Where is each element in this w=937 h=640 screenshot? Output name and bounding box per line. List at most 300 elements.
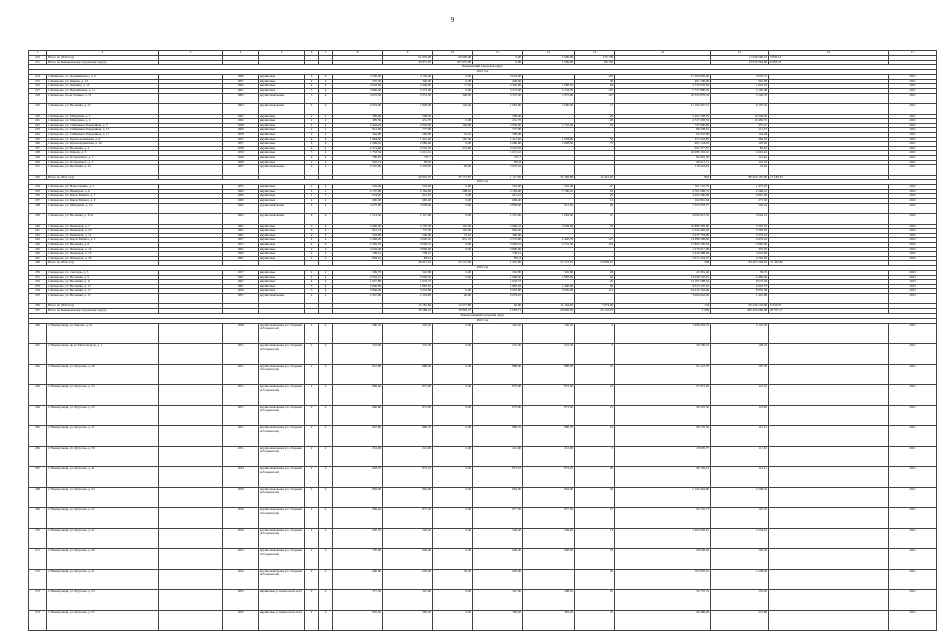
table-cell: 45 971,25 <box>383 60 433 65</box>
column-header: 16 <box>769 51 889 56</box>
table-cell: 29 <box>575 487 615 508</box>
table-cell: 1936 <box>223 508 259 529</box>
table-cell: 348,50 <box>433 93 473 104</box>
table-cell: 545,80 <box>383 270 433 275</box>
table-cell: г. Кемерово, пр-кт Ленина, д. 72 <box>47 93 159 104</box>
table-cell <box>159 323 223 344</box>
table-cell: 119 <box>575 242 615 247</box>
table-cell: 97 915,20 <box>615 385 711 406</box>
table-cell: 855,4 <box>473 256 523 261</box>
table-row <box>29 93 937 104</box>
table-cell: 1951 <box>223 385 259 406</box>
table-cell: 4 <box>305 280 319 285</box>
table-cell: крупнопанельные <box>259 165 305 176</box>
table-cell <box>159 610 223 631</box>
table-cell: 1960 <box>223 128 259 133</box>
table-cell: 3 295,02 <box>711 229 769 234</box>
table-cell: 74,10 <box>433 233 473 238</box>
table-cell: 3 105,50 <box>383 224 433 229</box>
table-cell: г. Кемерово, ул. Красноармейская, д. 8 <box>47 137 159 142</box>
table-cell: 4 <box>319 84 333 89</box>
table-cell: 1955 <box>223 610 259 631</box>
table-cell: 2 508,34 <box>711 487 769 508</box>
table-cell: 1 514,50 <box>333 214 383 225</box>
table-cell: крупнопанельные (со сборным ж/б каркасом) <box>259 569 305 590</box>
table-cell: 2 <box>319 185 333 190</box>
section-heading: 2021 год <box>29 318 937 323</box>
table-cell: Итого по 2021 году <box>47 175 159 180</box>
table-cell: 500,00 <box>383 233 433 238</box>
table-cell: 960,40 <box>333 385 383 406</box>
table-cell: 34 589,12 <box>383 308 433 313</box>
table-cell <box>769 569 889 590</box>
table-cell: 915,80 <box>333 364 383 385</box>
table-cell: 3 000,10 <box>383 242 433 247</box>
table-cell: 4 <box>319 75 333 80</box>
table-cell: 1957 <box>223 165 259 176</box>
table-cell: 4 <box>319 88 333 93</box>
table-cell: 1957 <box>223 270 259 275</box>
table-cell: 2 <box>305 160 319 165</box>
table-cell: 2021 <box>889 165 937 176</box>
table-cell: 1 063,90 <box>473 104 523 115</box>
table-cell: 2 <box>305 549 319 570</box>
table-cell: 20 <box>575 569 615 590</box>
table-cell: 383,20 <box>473 610 523 631</box>
table-cell: 228 <box>29 151 47 156</box>
table-cell: 2 <box>319 165 333 176</box>
table-cell: 98 776,50 <box>615 426 711 447</box>
table-cell <box>523 569 575 590</box>
table-cell: 2 <box>319 252 333 257</box>
table-cell: 3 <box>305 151 319 156</box>
table-cell: 3 866,40 <box>333 88 383 93</box>
table-cell: 690,00 <box>333 569 383 590</box>
table-cell: 831,70 <box>433 238 473 243</box>
table-cell: 2021 <box>889 426 937 447</box>
table-cell: 222 <box>29 123 47 128</box>
table-cell: 2021 <box>889 93 937 104</box>
table-cell: 2022 <box>889 256 937 261</box>
table-cell: 0,00 <box>433 247 473 252</box>
table-cell: 134 <box>615 304 711 309</box>
table-cell: 877,30 <box>523 508 575 529</box>
table-cell: 2021 <box>889 160 937 165</box>
table-cell: г. Новокузнецк, ул. Кутузова, д. 35 <box>47 405 159 426</box>
table-cell: 256 <box>29 304 47 309</box>
table-cell: 2021 <box>889 467 937 488</box>
table-cell: 3 671 224,37 <box>615 256 711 261</box>
column-header: 7 <box>319 51 333 56</box>
table-cell: 52 770,74 <box>615 590 711 611</box>
table-cell: 1962 <box>223 114 259 119</box>
table-cell: 118 433,94 <box>615 165 711 176</box>
table-cell: 2 <box>305 528 319 549</box>
table-cell: кирпичные <box>259 247 305 252</box>
table-cell: 3 840,40 <box>333 289 383 294</box>
table-cell: 516,40 <box>473 185 523 190</box>
table-cell: 98 149,14 <box>615 467 711 488</box>
table-cell: г. Новокузнецк, ул. Кутузова, д. 33 <box>47 385 159 406</box>
table-cell: 1961 <box>223 275 259 280</box>
table-cell: 25 715,60 <box>433 261 473 266</box>
table-cell: 2 <box>305 233 319 238</box>
table-cell: 3 469,00 <box>333 224 383 229</box>
table-cell: 23 172,45 <box>523 261 575 266</box>
table-cell: 84 481,50 <box>615 155 711 160</box>
table-cell: 3 475,00 <box>333 203 383 214</box>
table-cell: кирпичные <box>259 284 305 289</box>
table-cell: 1 688,50 <box>523 84 575 89</box>
table-cell: 767 835,10 <box>615 569 711 590</box>
table-cell <box>769 446 889 467</box>
table-cell: 302 377,67 <box>615 146 711 151</box>
table-cell: 3 930,00 <box>523 289 575 294</box>
table-cell: кирпичные <box>259 146 305 151</box>
table-cell: 1 276 617,06 <box>615 247 711 252</box>
table-cell: 4 004,00 <box>333 247 383 252</box>
table-cell: 0,00 <box>433 426 473 447</box>
table-cell: 2 960,10 <box>473 224 523 229</box>
table-cell: г. Кемерово, ул. Дарвина, д. 15 <box>47 84 159 89</box>
table-cell: 595,70 <box>333 528 383 549</box>
table-cell: 2023 <box>889 275 937 280</box>
table-cell: 2021 <box>889 569 937 590</box>
table-cell: 5 <box>575 344 615 365</box>
table-cell: 23 829,91 <box>575 261 615 266</box>
table-cell: 260 456 006,98 <box>711 308 769 313</box>
section-heading: Кемеровский городской округ <box>29 65 937 70</box>
column-header: 6 <box>305 51 319 56</box>
table-cell: 2 652,00 <box>333 84 383 89</box>
column-header: 10 <box>433 51 473 56</box>
table-cell: 1 064,00 <box>523 214 575 225</box>
table-cell: 570,30 <box>333 79 383 84</box>
table-cell: крупнопанельные <box>259 93 305 104</box>
table-cell: 231,30 <box>383 344 433 365</box>
table-cell: 2021 <box>889 549 937 570</box>
table-cell: 0,00 <box>433 487 473 508</box>
table-cell: 2 <box>319 426 333 447</box>
column-header: 9 <box>383 51 433 56</box>
table-cell: 10 <box>575 610 615 631</box>
table-cell: 4 <box>319 123 333 128</box>
table-cell: 2 <box>319 189 333 194</box>
table-cell: 549,20 <box>473 528 523 549</box>
table-cell: 8 613 110,16 <box>615 284 711 289</box>
table-cell: 94 176,73 <box>615 508 711 529</box>
table-cell: 545,80 <box>523 270 575 275</box>
table-cell: 224 <box>29 132 47 137</box>
table-cell: 11 164 207,15 <box>615 104 711 115</box>
table-cell: 648,40 <box>523 549 575 570</box>
table-cell: 1 972,90 <box>523 93 575 104</box>
table-cell: 4 <box>319 242 333 247</box>
table-cell: г. Кемерово, ул. Весенняя, д. 27 <box>47 104 159 115</box>
table-cell: г. Кемерово, ул. Кирова, д. 14 <box>47 79 159 84</box>
table-cell: 85,81 <box>711 146 769 151</box>
table-cell: 2022 <box>889 233 937 238</box>
table-cell: 864,90 <box>473 487 523 508</box>
table-cell: 6 252,07 <box>769 304 889 309</box>
table-cell: 621,10 <box>383 194 433 199</box>
table-cell: 1 722,40 <box>523 123 575 128</box>
table-cell: 2022 <box>889 242 937 247</box>
housing-register-table <box>28 50 937 631</box>
table-cell: 502,24 <box>711 203 769 214</box>
table-cell: 1958 <box>223 123 259 128</box>
table-cell: 873,00 <box>383 385 433 406</box>
table-row <box>29 203 937 214</box>
table-cell: 55,92 <box>711 165 769 176</box>
table-cell: 253 <box>29 284 47 289</box>
table-cell: 884,00 <box>333 487 383 508</box>
table-cell: г. Новокузнецк, ул. Кутузова, д. 49 <box>47 549 159 570</box>
table-row <box>29 426 937 447</box>
table-cell: Итого по 2020 году <box>47 56 159 61</box>
table-cell: кирпичные <box>259 84 305 89</box>
table-cell: 873,10 <box>473 467 523 488</box>
table-cell: 403 134,43 <box>615 142 711 147</box>
table-cell: крупнопанельные (со сборным ж/б каркасом) <box>259 528 305 549</box>
table-cell: 2 858,40 <box>473 203 523 214</box>
table-cell: 2021 <box>889 446 937 467</box>
table-cell: 1953 <box>223 590 259 611</box>
table-cell: 83 207 240,81 <box>711 261 769 266</box>
table-cell: 86 150 <box>575 60 615 65</box>
table-row <box>29 569 937 590</box>
table-cell: 2021 <box>889 528 937 549</box>
table-cell: 81 <box>575 189 615 194</box>
table-cell: 2 345,00 <box>473 84 523 89</box>
table-cell: 2021 <box>889 155 937 160</box>
table-cell: 3 573,40 <box>473 88 523 93</box>
table-cell: 1961 <box>223 247 259 252</box>
table-cell: 76 <box>575 224 615 229</box>
table-cell: 2022 <box>889 229 937 234</box>
table-cell: 4 <box>305 84 319 89</box>
table-cell: 2 <box>319 323 333 344</box>
table-row <box>29 590 937 611</box>
table-cell: 96 011,71 <box>615 160 711 165</box>
table-cell: 1 000,00 <box>523 56 575 61</box>
table-cell: 0,00 <box>433 467 473 488</box>
table-cell: Итого по Кемеровскому городскому округу <box>47 308 159 313</box>
table-cell: 2022 <box>889 247 937 252</box>
table-cell: 2 118,00 <box>383 293 433 304</box>
table-cell: 3 000,10 <box>473 242 523 247</box>
table-cell: 648,40 <box>473 549 523 570</box>
table-cell: 215 <box>29 79 47 84</box>
table-cell: 13 181,84 <box>383 304 433 309</box>
table-cell: 4 265 396,00 <box>615 194 711 199</box>
table-cell: г. Кемерово, ул. Весенняя, д. 13 <box>47 284 159 289</box>
table-cell: крупнопанельные (со сборным ж/б каркасом) <box>259 467 305 488</box>
table-cell: 2 <box>305 344 319 365</box>
table-cell: г. Кемерово, ул. Красноармейская, д. 10 <box>47 142 159 147</box>
table-cell: 223 <box>29 128 47 133</box>
table-cell: 1 864,50 <box>333 137 383 142</box>
table-cell: 1 315,00 <box>383 214 433 225</box>
table-cell: г. Кемерово, ул. Весенняя, д. 11 <box>47 280 159 285</box>
table-cell: 0,00 <box>433 405 473 426</box>
table-cell: 0,00 <box>433 344 473 365</box>
table-cell: 106,32 <box>711 549 769 570</box>
table-cell: г. Кемерово, ул. Пионеров, д. 10 <box>47 229 159 234</box>
table-cell: 2021 <box>889 123 937 128</box>
table-cell: 2 <box>319 364 333 385</box>
table-cell: 231,30 <box>473 344 523 365</box>
table-cell: 428,00 <box>473 79 523 84</box>
table-cell: 1 943,63 <box>711 84 769 89</box>
table-cell: 2 545 402,56 <box>615 229 711 234</box>
table-cell <box>769 104 889 115</box>
table-cell: 4 <box>319 275 333 280</box>
table-cell: г. Кемерово, ул. Весенняя, д. 8 <box>47 242 159 247</box>
table-cell: 2 <box>319 233 333 238</box>
table-cell: 4 000 415,55 <box>615 214 711 225</box>
table-cell: 2 444,20 <box>333 123 383 128</box>
table-row <box>29 344 937 365</box>
table-cell <box>159 508 223 529</box>
table-cell: 2 164,00 <box>473 189 523 194</box>
table-cell: 967,90 <box>333 426 383 447</box>
table-cell: 30 <box>575 79 615 84</box>
table-cell: 14 988 589,60 <box>615 238 711 243</box>
table-cell: 0,00 <box>433 119 473 124</box>
table-cell <box>769 508 889 529</box>
table-cell: 2 <box>305 155 319 160</box>
table-row <box>29 446 937 467</box>
table-cell: Итого по Кемеровскому городскому округу <box>47 60 159 65</box>
table-cell: кирпичные <box>259 238 305 243</box>
table-cell: кирпичные <box>259 275 305 280</box>
table-cell: 2021 <box>889 75 937 80</box>
table-cell: 2 <box>319 198 333 203</box>
table-cell: 1 315,00 <box>473 214 523 225</box>
table-cell: 4 291,82 <box>711 256 769 261</box>
column-header: 17 <box>889 51 937 56</box>
table-cell: 1 883,00 <box>523 275 575 280</box>
table-cell: г. Кемерово, ул. Пионеров, д. 18 <box>47 256 159 261</box>
table-cell: 904,12 <box>333 256 383 261</box>
table-cell: 2 <box>319 270 333 275</box>
table-cell: 1 238,44 <box>711 569 769 590</box>
table-cell: 2 <box>305 405 319 426</box>
table-cell: 17 895 782,54 <box>615 242 711 247</box>
table-cell: 210 <box>29 56 47 61</box>
table-cell <box>159 569 223 590</box>
table-cell: 485,50 <box>333 119 383 124</box>
table-cell: 2 <box>305 247 319 252</box>
table-cell: 9 <box>575 323 615 344</box>
table-cell: 28 <box>575 270 615 275</box>
table-cell: 11 649 500,55 <box>711 56 769 61</box>
table-cell: 112,19 <box>711 160 769 165</box>
table-cell: 373 322,85 <box>615 137 711 142</box>
table-cell: 2 049,50 <box>383 275 433 280</box>
table-cell: 63 <box>575 123 615 128</box>
table-cell: 2021 <box>889 128 937 133</box>
table-cell: кирпичные <box>259 155 305 160</box>
section-heading: 2022 год <box>29 180 937 185</box>
table-cell: 107 675,00 <box>433 60 473 65</box>
table-cell: 2 <box>305 119 319 124</box>
table-cell: 10 979 364,00 <box>711 60 769 65</box>
table-cell: 4 <box>319 214 333 225</box>
table-cell: 112,60 <box>711 405 769 426</box>
column-header: 1 <box>29 51 47 56</box>
table-cell: кирпичные <box>259 185 305 190</box>
table-cell <box>769 426 889 447</box>
table-cell: 2 731,30 <box>523 242 575 247</box>
table-cell: 23 123,01 <box>575 308 615 313</box>
table-cell: 21 681,46 <box>615 270 711 275</box>
table-cell <box>769 293 889 304</box>
column-header: 13 <box>575 51 615 56</box>
table-cell: 62 352,00 <box>615 132 711 137</box>
table-cell: 3 800,00 <box>473 247 523 252</box>
table-cell: 26 <box>575 194 615 199</box>
table-cell: 2 <box>319 610 333 631</box>
table-cell <box>159 446 223 467</box>
table-cell: 20 571,71 <box>769 308 889 313</box>
table-cell: 271,30 <box>711 198 769 203</box>
table-cell: 801 <box>615 175 711 180</box>
table-cell: г. Кемерово, ул. Мичурина, д. 2 <box>47 114 159 119</box>
table-cell: 1 117,90 <box>473 175 523 180</box>
table-cell: 71 <box>575 104 615 115</box>
table-cell: 2 <box>305 323 319 344</box>
table-cell: 0,00 <box>433 79 473 84</box>
table-cell: 1 633,72 <box>473 280 523 285</box>
table-cell: 4 <box>305 142 319 147</box>
table-cell: 873,00 <box>473 385 523 406</box>
table-cell: 251,80 <box>711 610 769 631</box>
table-cell: 254 <box>29 289 47 294</box>
table-cell: 270 <box>29 528 47 549</box>
table-cell: 2022 <box>889 224 937 229</box>
table-cell: 1960 <box>223 194 259 199</box>
table-cell <box>769 528 889 549</box>
table-cell: 4 616,75 <box>711 284 769 289</box>
table-cell <box>159 364 223 385</box>
table-cell: 2 <box>319 132 333 137</box>
table-cell: кирпичные <box>259 242 305 247</box>
table-cell: кирпичные <box>259 194 305 199</box>
table-cell: 3 933,80 <box>383 289 433 294</box>
table-cell: 0,00 <box>433 142 473 147</box>
table-cell: 2 086,60 <box>383 142 433 147</box>
table-cell: 2022 <box>889 238 937 243</box>
table-cell: 864,90 <box>523 487 575 508</box>
table-cell: г. Кемерово, ул. Весенняя, д. 31А <box>47 214 159 225</box>
table-cell: 241 <box>29 229 47 234</box>
table-cell: 962,70 <box>333 467 383 488</box>
table-cell: 2 <box>319 293 333 304</box>
table-cell: 8 072,04 <box>711 280 769 285</box>
table-cell: 4 <box>319 93 333 104</box>
table-cell: 684,40 <box>473 229 523 234</box>
table-cell: 798,41 <box>333 252 383 257</box>
table-cell: 2 <box>305 128 319 133</box>
table-cell: 903,14 <box>333 160 383 165</box>
table-cell <box>159 203 223 214</box>
table-cell: 2021 <box>889 132 937 137</box>
table-cell: 35 777,87 <box>433 175 473 180</box>
table-cell: 251 <box>29 275 47 280</box>
table-cell: 231,00 <box>333 446 383 467</box>
